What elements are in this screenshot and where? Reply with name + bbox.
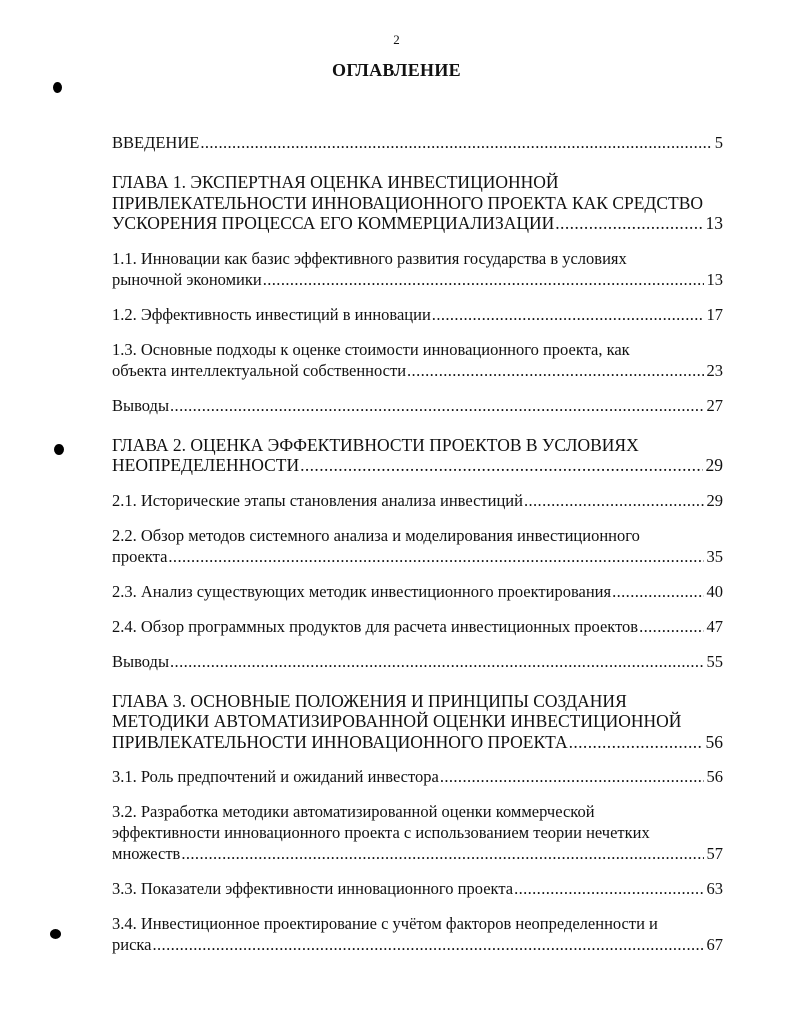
toc-entry-line: 2.2. Обзор методов системного анализа и моделирования инвестиционного [112,525,640,545]
dot-leader [638,616,703,637]
dot-leader [523,490,704,511]
toc-entry [112,913,723,955]
toc-entry-last-line [112,269,723,290]
toc-page-number: 56 [705,731,723,752]
toc-entry-last-line [112,732,723,753]
toc-entry-last-line [112,213,723,234]
toc-entry-line: 3.4. Инвестиционное проектирование с учётом факторов неопределенности и [112,914,658,933]
toc-entry-line: 3.2. Разработка методики автоматизированной оценки коммерческой [112,802,595,821]
toc-entry-line: Выводы [112,651,170,671]
toc-entry [112,435,723,476]
toc-entry-line: ГЛАВА 2. ОЦЕНКА ЭФФЕКТИВНОСТИ ПРОЕКТОВ В УСЛОВИЯХ [112,434,639,455]
toc-entry-line: ГЛАВА 3. ОСНОВНЫЕ ПОЛОЖЕНИЯ И ПРИНЦИПЫ СОЗДАНИЯ [112,690,627,711]
toc-entry-line: УСКОРЕНИЯ ПРОЦЕССА ЕГО КОММЕРЦИАЛИЗАЦИИ [112,213,555,233]
toc-page-number: 27 [706,395,723,415]
toc-entry-line: Выводы [112,395,170,415]
toc-entry-line: ПРИВЛЕКАТЕЛЬНОСТИ ИННОВАЦИОННОГО ПРОЕКТА [112,731,568,752]
toc-page-number: 29 [705,455,723,475]
toc-entry-last-line [112,455,723,476]
table-of-contents [112,132,723,955]
toc-page-number: 67 [706,935,723,954]
toc-entry-line: 2.4. Обзор программных продуктов для расчета инвестиционных проектов [112,616,639,636]
dot-leader [169,395,703,416]
toc-page-number: 40 [706,581,723,601]
toc-page-number: 13 [705,213,723,233]
toc-entry [112,878,723,899]
toc-entry-line: эффективности инновационного проекта с использованием теории нечетких [112,823,650,842]
toc-entry [112,395,723,416]
toc-page-number: 63 [706,879,723,898]
dot-leader [167,546,703,567]
toc-page-number: 55 [706,651,723,671]
toc-entry [112,132,723,153]
punch-mark [50,929,61,939]
toc-entry-line: 2.1. Исторические этапы становления анализа инвестиций [112,490,523,510]
toc-page-number: 13 [706,269,723,289]
toc-entry [112,525,723,567]
toc-entry-line: 3.3. Показатели эффективности инновационного проекта [112,879,514,898]
toc-entry-last-line [112,546,723,567]
toc-entry-line: риска [112,935,152,954]
toc-page-number: 47 [706,616,723,636]
toc-entry-line: множеств [112,844,181,863]
toc-entry-line: проекта [112,546,168,566]
toc-entry-line: рыночной экономики [112,269,262,289]
toc-page-number: 23 [706,360,723,380]
dot-leader [439,766,704,787]
toc-entry-last-line [112,395,723,416]
toc-entry-last-line [112,878,723,899]
dot-leader [513,878,703,899]
toc-entry-line: 2.3. Анализ существующих методик инвестиционного проектирования [112,581,612,601]
dot-leader [169,651,703,672]
toc-entry-line: объекта интеллектуальной собственности [112,360,407,380]
toc-entry [112,339,723,381]
toc-entry [112,801,723,864]
toc-entry [112,651,723,672]
toc-entry-last-line [112,651,723,672]
dot-leader [299,455,702,476]
dot-leader [406,360,703,381]
dot-leader [611,581,703,602]
dot-leader [431,304,704,325]
toc-page-number: 56 [706,767,723,786]
toc-entry-last-line [112,934,723,955]
toc-entry-line: МЕТОДИКИ АВТОМАТИЗИРОВАННОЙ ОЦЕНКИ ИНВЕСТИЦИОННОЙ [112,711,682,731]
toc-entry-line: НЕОПРЕДЕЛЕННОСТИ [112,455,300,475]
dot-leader [262,269,704,290]
toc-entry-last-line [112,490,723,511]
toc-entry-last-line [112,843,723,864]
dot-leader [568,732,703,753]
toc-entry-line: ПРИВЛЕКАТЕЛЬНОСТИ ИННОВАЦИОННОГО ПРОЕКТА КАК СРЕДСТВО [112,192,704,213]
toc-entry [112,766,723,787]
toc-entry [112,581,723,602]
dot-leader [199,132,711,153]
toc-page-number: 5 [714,133,723,152]
toc-entry-line: 1.1. Инновации как базис эффективного развития государства в условиях [112,248,627,268]
toc-entry [112,616,723,637]
toc-entry-last-line [112,616,723,637]
toc-entry [112,248,723,290]
toc-entry [112,490,723,511]
toc-entry-last-line [112,304,723,325]
toc-entry [112,691,723,753]
page-number: 2 [393,32,400,47]
page-title: ОГЛАВЛЕНИЕ [332,60,461,80]
dot-leader [180,843,703,864]
toc-page-number: 17 [706,304,723,324]
toc-entry-last-line [112,766,723,787]
toc-page-number: 29 [706,490,723,510]
punch-mark [54,444,64,455]
punch-mark [53,82,62,93]
toc-entry [112,172,723,234]
toc-page-number: 57 [706,844,723,863]
toc-entry-line: 1.3. Основные подходы к оценке стоимости инновационного проекта, как [112,339,630,359]
toc-entry-last-line [112,132,723,153]
toc-entry-last-line [112,581,723,602]
toc-page-number: 35 [706,546,723,566]
toc-entry-line: 1.2. Эффективность инвестиций в инновации [112,304,431,324]
dot-leader [152,934,704,955]
toc-entry-last-line [112,360,723,381]
toc-entry-line: ВВЕДЕНИЕ [112,133,200,152]
toc-entry-line: ГЛАВА 1. ЭКСПЕРТНАЯ ОЦЕНКА ИНВЕСТИЦИОННОЙ [112,172,559,192]
toc-entry-line: 3.1. Роль предпочтений и ожиданий инвестора [112,767,439,786]
dot-leader [554,213,702,234]
toc-entry [112,304,723,325]
